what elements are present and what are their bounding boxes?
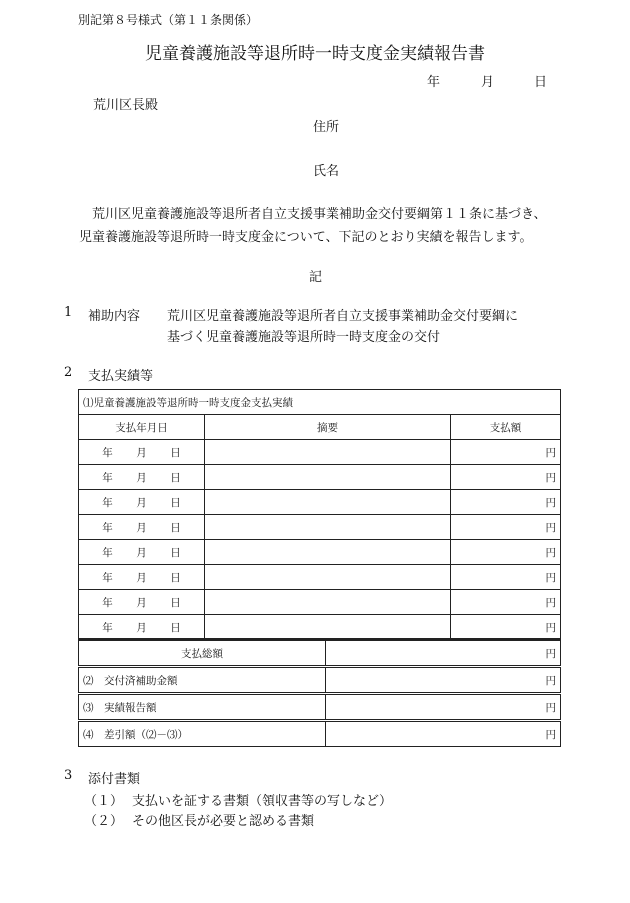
section1-label: 補助内容 [88,309,141,324]
day-label: 日 [170,596,181,609]
month-label: 月 [136,546,147,559]
section1-text-line2: 基づく児童養護施設等退所時一時支度金の交付 [167,330,441,345]
year-label: 年 [102,596,113,609]
day-label: 日 [170,446,181,459]
month-label: 月 [136,496,147,509]
year-label: 年 [102,571,113,584]
summary-row [79,667,561,694]
document-title: 児童養護施設等退所時一時支度金実績報告書 [145,44,485,64]
table-row [79,490,561,515]
section1-number: 1 [64,305,73,320]
address-label: 住所 [313,120,340,135]
header-amount: 支払額 [451,415,561,440]
year-label: 年 [102,496,113,509]
date-day-label: 日 [534,75,548,90]
table-row [79,540,561,565]
summary-amounts-table [78,638,561,747]
year-label: 年 [102,471,113,484]
date-month-label: 月 [481,75,495,90]
ki-heading: 記 [309,270,323,285]
intro-line-1: 荒川区児童養護施設等退所者自立支援事業補助金交付要綱第１１条に基づき、 [92,207,547,222]
month-label: 月 [136,596,147,609]
form-label: 別記第８号様式（第１１条関係） [78,13,259,27]
attachment-item-1-text: 支払いを証する書類（領収書等の写しなど） [132,794,393,809]
month-label: 月 [136,446,147,459]
header-payment-date: 支払年月日 [79,415,205,440]
month-label: 月 [136,571,147,584]
month-label: 月 [136,521,147,534]
difference-amount-cell[interactable]: 円 [326,721,561,747]
granted-amount-label: ⑵ 交付済補助金額 [79,667,326,694]
table-row [79,465,561,490]
day-label: 日 [170,621,181,634]
summary-cell[interactable] [205,540,451,565]
name-label: 氏名 [313,164,340,179]
total-amount-cell[interactable]: 円 [326,640,561,667]
payment-record-table [78,389,561,640]
amount-cell[interactable]: 円 [451,540,561,565]
table-header-row [79,415,561,440]
attachment-item-2-number: （２） [84,814,124,829]
payment-date-cell[interactable] [79,515,205,540]
summary-cell[interactable] [205,465,451,490]
payment-date-cell[interactable] [79,565,205,590]
table-row [79,440,561,465]
table-caption-row [79,390,561,415]
day-label: 日 [170,571,181,584]
day-label: 日 [170,496,181,509]
summary-cell[interactable] [205,615,451,640]
month-label: 月 [136,621,147,634]
summary-cell[interactable] [205,565,451,590]
day-label: 日 [170,471,181,484]
section2-number: 2 [64,365,73,380]
table-caption: ⑴児童養護施設等退所時一時支度金支払実績 [79,390,561,415]
summary-cell[interactable] [205,515,451,540]
payment-date-cell[interactable] [79,590,205,615]
amount-cell[interactable]: 円 [451,465,561,490]
total-label: 支払総額 [79,640,326,667]
difference-label: ⑷ 差引額（⑵－⑶） [79,721,326,747]
section2-label: 支払実績等 [88,369,154,384]
year-label: 年 [102,621,113,634]
payment-date-cell[interactable] [79,490,205,515]
section3-label: 添付書類 [88,772,141,787]
payment-date-cell[interactable] [79,615,205,640]
attachment-item-1-number: （１） [84,794,124,809]
table-row [79,615,561,640]
summary-row [79,694,561,721]
summary-row [79,721,561,747]
amount-cell[interactable]: 円 [451,515,561,540]
table-row [79,515,561,540]
table-row [79,565,561,590]
month-label: 月 [136,471,147,484]
section1-text-line1: 荒川区児童養護施設等退所者自立支援事業補助金交付要綱に [167,309,519,324]
payment-date-cell[interactable] [79,440,205,465]
date-year-label: 年 [427,75,441,90]
summary-cell[interactable] [205,440,451,465]
payment-date-cell[interactable] [79,465,205,490]
granted-amount-cell[interactable]: 円 [326,667,561,694]
amount-cell[interactable]: 円 [451,565,561,590]
table-row [79,590,561,615]
addressee: 荒川区長殿 [93,98,159,113]
year-label: 年 [102,521,113,534]
amount-cell[interactable]: 円 [451,490,561,515]
header-summary: 摘要 [205,415,451,440]
total-row [79,640,561,667]
section3-number: 3 [64,768,73,783]
intro-line-2: 児童養護施設等退所時一時支度金について、下記のとおり実績を報告します。 [79,230,533,245]
reported-amount-cell[interactable]: 円 [326,694,561,721]
amount-cell[interactable]: 円 [451,615,561,640]
day-label: 日 [170,546,181,559]
summary-cell[interactable] [205,590,451,615]
amount-cell[interactable]: 円 [451,440,561,465]
year-label: 年 [102,546,113,559]
day-label: 日 [170,521,181,534]
attachment-item-2-text: その他区長が必要と認める書類 [132,814,315,829]
amount-cell[interactable]: 円 [451,590,561,615]
payment-date-cell[interactable] [79,540,205,565]
reported-amount-label: ⑶ 実績報告額 [79,694,326,721]
summary-cell[interactable] [205,490,451,515]
year-label: 年 [102,446,113,459]
